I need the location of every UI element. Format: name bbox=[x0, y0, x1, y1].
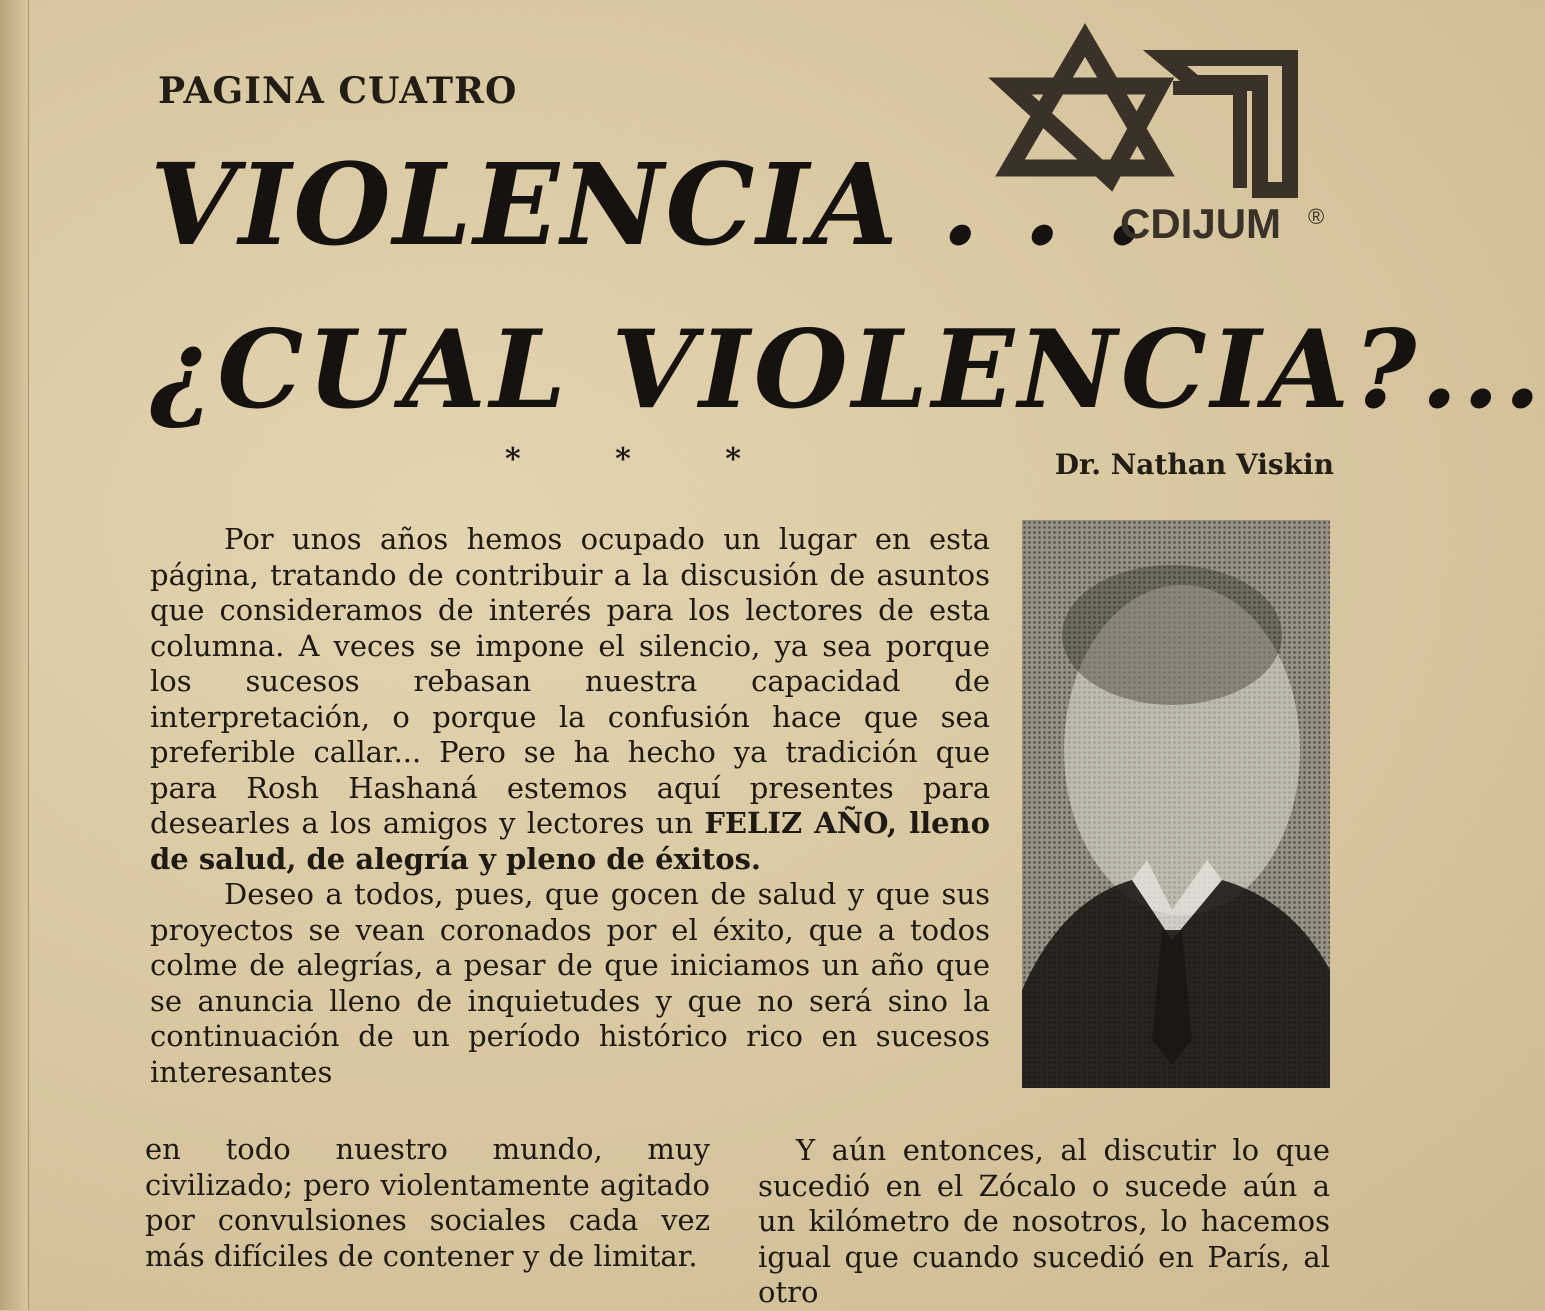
paragraph-1-bold: FELIZ AÑO, lleno de salud, de alegría y pleno de éxitos. bbox=[150, 806, 990, 876]
article-column-right bbox=[758, 1133, 1330, 1311]
paragraph-1-text: Por unos años hemos ocupado un lugar en esta página, tratando de contribuir a la discusión de asuntos que consideramos de interés para los lectores de esta columna. A veces se impone el silencio, ya sea porque los sucesos rebasan nuestra capacidad de interpretación, o porque la confusión hace que sea preferible callar... Pero se ha hecho ya tradición que para Rosh Hashaná estemos aquí presentes para desearles a los amigos y lectores un bbox=[150, 522, 990, 840]
article-paragraph-3: Y aún entonces, al discutir lo que sucedió en el Zócalo o sucede aún a un kilómetro de nosotros, lo hacemos igual que cuando sucedió en París, al otro bbox=[758, 1133, 1330, 1309]
article-column-left bbox=[145, 1132, 710, 1274]
author-portrait-photo bbox=[1022, 520, 1330, 1088]
article-paragraph-1 bbox=[150, 522, 990, 877]
page-edge bbox=[0, 0, 29, 1310]
article-column-main bbox=[150, 522, 990, 1090]
author-byline: Dr. Nathan Viskin bbox=[1054, 448, 1334, 481]
logo-text: CDIJUM bbox=[1120, 200, 1282, 247]
section-label: PAGINA CUATRO bbox=[158, 70, 518, 112]
headline-line-1: VIOLENCIA . . . bbox=[150, 140, 1146, 271]
article-paragraph-2: Deseo a todos, pues, que gocen de salud y que sus proyectos se vean coronados por el éxito, que a todos colme de alegrías, a pesar de que iniciamos un año que se anuncia lleno de inquietudes y que no será sino la continuación de un período histórico rico en sucesos interesantes bbox=[150, 877, 990, 1089]
article-paragraph-2-continued: en todo nuestro mundo, muy civilizado; pero violentamente agitado por convulsiones sociales cada vez más difíciles de contener y de limitar. bbox=[145, 1132, 710, 1273]
cdijum-logo bbox=[990, 28, 1340, 248]
registered-mark: ® bbox=[1308, 204, 1325, 229]
author-photo bbox=[1022, 520, 1330, 1088]
separator-stars: * * * bbox=[505, 442, 783, 477]
star-of-david-logo-icon bbox=[990, 28, 1340, 248]
headline-line-2: ¿CUAL VIOLENCIA?... bbox=[150, 307, 1545, 433]
